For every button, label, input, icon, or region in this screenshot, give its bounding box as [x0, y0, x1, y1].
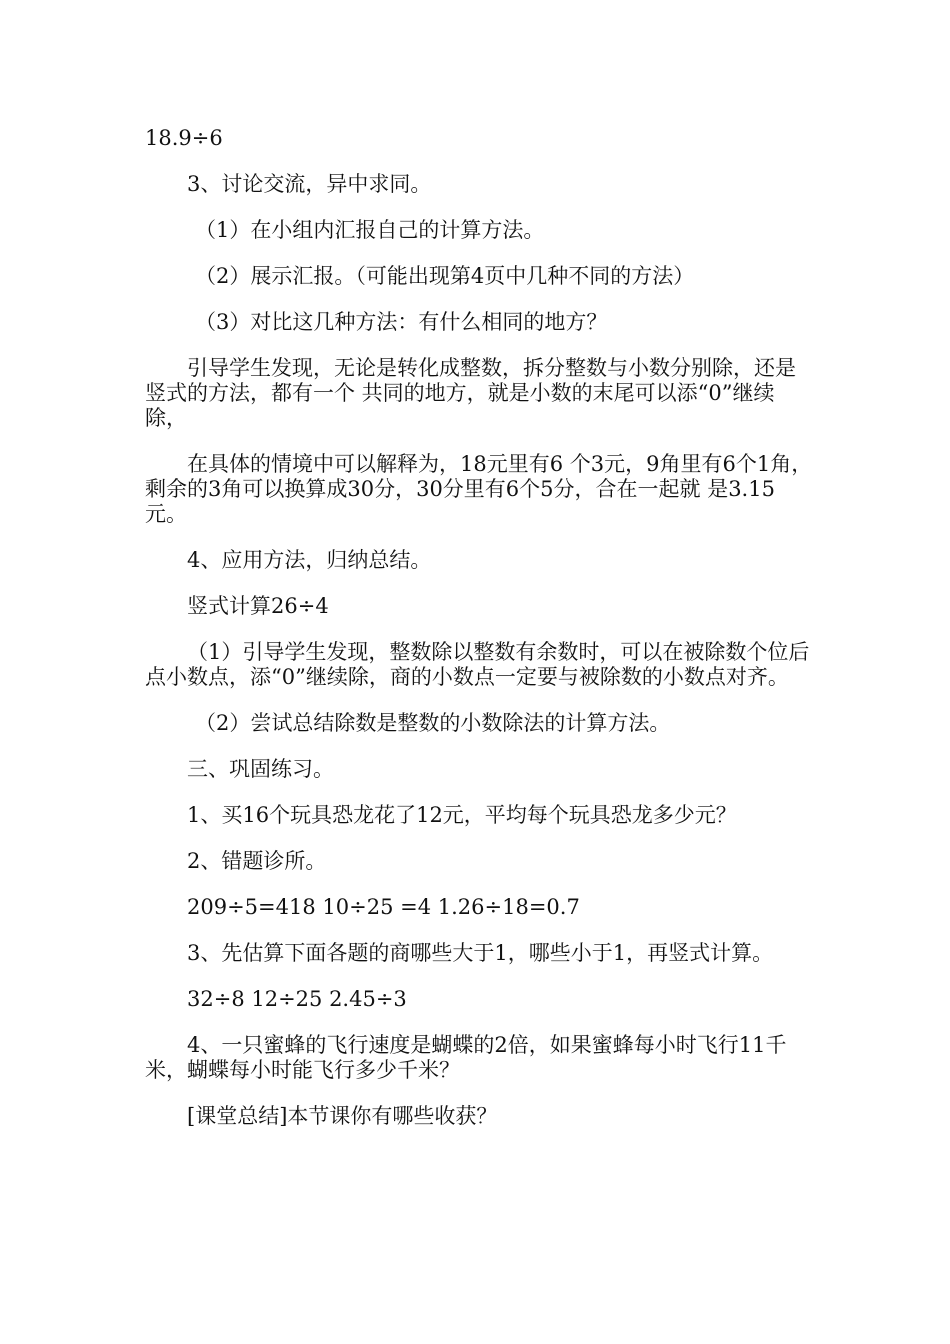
exercise-item: 4、一只蜜蜂的飞行速度是蝴蝶的2倍，如果蜜蜂每小时飞行11千米，蝴蝶每小时能飞行多少千米？: [145, 1033, 787, 1082]
step-item: （1）在小组内汇报自己的计算方法。: [195, 218, 545, 242]
step-item: （2）尝试总结除数是整数的小数除法的计算方法。: [195, 711, 671, 735]
expression-line: 209÷5=418 10÷25 =4 1.26÷18=0.7: [187, 895, 580, 919]
body-paragraph: 在具体的情境中可以解释为，18元里有6 个3元，9角里有6个1角，剩余的3角可以换算成30分，30分里有6个5分，合在一起就 是3.15元。: [145, 452, 813, 526]
exercise-item: 2、错题诊所。: [187, 849, 327, 873]
step-item: （2）展示汇报。（可能出现第4页中几种不同的方法）: [195, 264, 695, 288]
expression-line: 32÷8 12÷25 2.45÷3: [187, 987, 407, 1011]
summary-line: [课堂总结]本节课你有哪些收获？: [187, 1104, 498, 1128]
section-heading: 3、讨论交流，异中求同。: [187, 172, 432, 196]
step-item: （3）对比这几种方法：有什么相同的地方？: [195, 310, 608, 334]
expression-line: 18.9÷6: [145, 126, 223, 150]
body-paragraph: 竖式计算26÷4: [187, 594, 329, 618]
section-heading: 三、巩固练习。: [187, 757, 334, 781]
body-paragraph: （1）引导学生发现，整数除以整数有余数时，可以在被除数个位后点小数点，添“0”继续除，商的小数点一定要与被除数的小数点对齐。: [145, 640, 810, 689]
section-heading: 4、应用方法，归纳总结。: [187, 548, 432, 572]
document-body: [145, 126, 815, 1150]
exercise-item: 1、买16个玩具恐龙花了12元，平均每个玩具恐龙多少元？: [187, 803, 737, 827]
body-paragraph: 引导学生发现，无论是转化成整数，拆分整数与小数分别除，还是竖式的方法，都有一个 共同的地方，就是小数的末尾可以添“0”继续除，: [145, 356, 796, 430]
exercise-item: 3、先估算下面各题的商哪些大于1，哪些小于1，再竖式计算。: [187, 941, 774, 965]
